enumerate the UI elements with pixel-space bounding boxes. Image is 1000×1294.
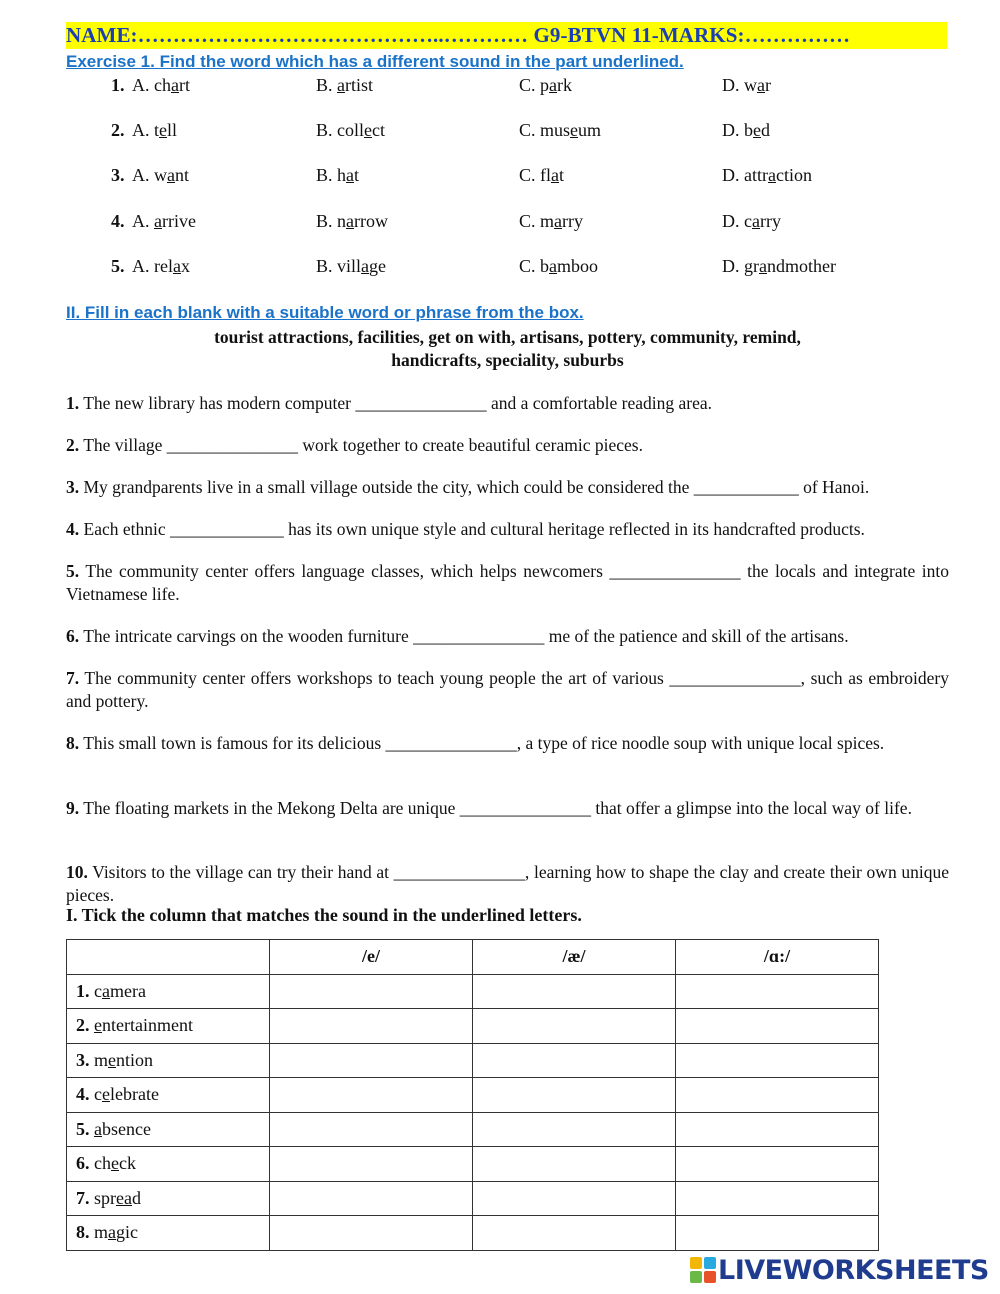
word-end: ck — [119, 1153, 136, 1174]
ex1-question-number: 4. — [111, 211, 125, 231]
tick-cell[interactable] — [676, 1216, 879, 1251]
header-sound-2: /æ/ — [473, 940, 676, 975]
option-word-start: fl — [540, 165, 552, 185]
tick-cell[interactable] — [473, 1147, 676, 1182]
table-row — [67, 1147, 879, 1182]
question-text: The floating markets in the Mekong Delta are unique _______________ that offer a glimpse into the local way of life. — [83, 798, 912, 818]
option-underlined-letters: e — [364, 120, 373, 140]
option-underlined-letters: a — [757, 75, 765, 95]
header-name-marks: NAME:……………………………………..………… G9-BTVN 11-MARKS:…………… — [66, 23, 851, 47]
option-letter: A. — [132, 211, 150, 231]
ex1-option-d — [722, 256, 836, 277]
logo-tile-2 — [704, 1257, 716, 1269]
question-number: 4. — [66, 519, 80, 539]
option-letter: C. — [519, 120, 536, 140]
tick-cell[interactable] — [473, 1009, 676, 1044]
row-number: 3. — [76, 1049, 90, 1070]
option-underlined-letters: a — [171, 75, 179, 95]
question-text: The new library has modern computer _______________ and a comfortable reading area. — [83, 393, 712, 413]
ex1-option-b — [316, 211, 388, 232]
section-i-title: I. Tick the column that matches the sound in the underlined letters. — [66, 905, 582, 925]
option-letter: D. — [722, 75, 740, 95]
option-word-end: rry — [562, 211, 584, 231]
underlined-letters: a — [102, 980, 110, 1001]
ex1-option-a — [132, 165, 189, 186]
option-letter: D. — [722, 120, 740, 140]
exercise1-title: Exercise 1. Find the word which has a different sound in the part underlined. — [66, 52, 684, 71]
fill-blank-question — [66, 625, 949, 648]
word-end: bsence — [102, 1118, 151, 1139]
option-underlined-letters: a — [752, 211, 760, 231]
sound-table — [66, 939, 879, 1251]
fill-blank-question — [66, 861, 949, 907]
word-end: gic — [116, 1222, 139, 1243]
tick-cell[interactable] — [676, 1112, 879, 1147]
question-text: The intricate carvings on the wooden furniture _______________ me of the patience and skill of the artisans. — [83, 626, 849, 646]
option-word-end: ndmother — [767, 256, 836, 276]
tick-cell[interactable] — [676, 1147, 879, 1182]
option-word-end: um — [578, 120, 602, 140]
ex1-option-d — [722, 75, 771, 96]
option-underlined-letters: a — [346, 211, 355, 231]
question-number: 3. — [66, 477, 80, 497]
option-word-end: ge — [369, 256, 387, 276]
option-word-end: rrive — [162, 211, 196, 231]
logo-tile-3 — [690, 1271, 702, 1283]
row-number: 4. — [76, 1084, 90, 1105]
tick-cell[interactable] — [676, 1181, 879, 1216]
row-number: 1. — [76, 980, 90, 1001]
option-underlined-letters: a — [551, 165, 560, 185]
word-end: mera — [110, 980, 146, 1001]
option-underlined-letters: a — [167, 165, 175, 185]
underlined-letters: ea — [116, 1187, 132, 1208]
option-letter: C. — [519, 165, 536, 185]
ex1-option-a — [132, 256, 190, 277]
option-underlined-letters: a — [549, 256, 558, 276]
option-letter: A. — [132, 165, 150, 185]
underlined-letters: e — [102, 1084, 110, 1105]
question-number: 2. — [66, 435, 80, 455]
option-word-start: w — [154, 165, 167, 185]
option-letter: B. — [316, 211, 333, 231]
option-word-end: rtist — [345, 75, 374, 95]
fill-blank-question — [66, 667, 949, 713]
tick-cell[interactable] — [270, 974, 473, 1009]
question-text: Each ethnic _____________ has its own unique style and cultural heritage reflected in its handcrafted products. — [83, 519, 865, 539]
tick-cell[interactable] — [676, 1078, 879, 1113]
option-letter: B. — [316, 165, 333, 185]
ex1-option-b — [316, 120, 385, 141]
tick-cell[interactable] — [473, 1112, 676, 1147]
tick-cell[interactable] — [473, 1078, 676, 1113]
word-end: ntion — [116, 1049, 154, 1070]
underlined-letters: e — [111, 1153, 119, 1174]
option-letter: B. — [316, 120, 333, 140]
question-number: 7. — [66, 668, 80, 688]
fill-blank-question — [66, 392, 949, 415]
ex1-question-number: 3. — [111, 165, 125, 185]
word-start: spr — [94, 1187, 116, 1208]
option-word-start: n — [337, 211, 347, 231]
ex1-option-c — [519, 120, 601, 141]
ex1-option-c — [519, 75, 572, 96]
option-word-end: ction — [776, 165, 812, 185]
ex1-question-number: 1. — [111, 75, 125, 95]
option-word-start: rel — [154, 256, 173, 276]
option-word-start: attr — [744, 165, 768, 185]
tick-cell[interactable] — [473, 974, 676, 1009]
option-letter: B. — [316, 256, 333, 276]
ex1-option-a — [132, 120, 177, 141]
option-letter: B. — [316, 75, 333, 95]
question-number: 10. — [66, 862, 88, 882]
option-underlined-letters: a — [554, 211, 563, 231]
table-row — [67, 1043, 879, 1078]
ex1-question-number: 2. — [111, 120, 125, 140]
option-word-start: vill — [337, 256, 362, 276]
tick-cell[interactable] — [473, 1043, 676, 1078]
ex1-option-d — [722, 211, 781, 232]
question-number: 1. — [66, 393, 80, 413]
option-underlined-letters: e — [753, 120, 761, 140]
option-underlined-letters: e — [159, 120, 168, 140]
option-letter: C. — [519, 211, 536, 231]
option-word-end: t — [559, 165, 565, 185]
option-letter: A. — [132, 256, 150, 276]
option-word-start: h — [337, 165, 347, 185]
option-letter: D. — [722, 211, 740, 231]
option-word-start: c — [744, 211, 752, 231]
ex1-question-number: 5. — [111, 256, 125, 276]
option-word-start: t — [154, 120, 160, 140]
option-word-end: r — [765, 75, 771, 95]
option-underlined-letters: a — [172, 256, 181, 276]
fill-blank-question — [66, 434, 949, 457]
option-word-end: rrow — [354, 211, 389, 231]
option-letter: D. — [722, 256, 740, 276]
row-word — [67, 1112, 270, 1147]
option-word-end: x — [180, 256, 190, 276]
table-row — [67, 974, 879, 1009]
table-row — [67, 1009, 879, 1044]
row-word — [67, 1009, 270, 1044]
row-word — [67, 974, 270, 1009]
row-number: 5. — [76, 1118, 90, 1139]
ex1-option-b — [316, 256, 386, 277]
tick-cell[interactable] — [270, 1112, 473, 1147]
liveworksheets-logo-icon — [690, 1257, 718, 1283]
tick-cell[interactable] — [270, 1181, 473, 1216]
question-text: My grandparents live in a small village outside the city, which could be considered the ____________ of Hanoi. — [83, 477, 870, 497]
option-word-end: rk — [557, 75, 573, 95]
option-letter: D. — [722, 165, 740, 185]
option-letter: A. — [132, 120, 150, 140]
question-number: 6. — [66, 626, 80, 646]
option-word-start: coll — [337, 120, 365, 140]
option-word-start: b — [744, 120, 753, 140]
row-word — [67, 1078, 270, 1113]
header-word-column — [67, 940, 270, 975]
option-underlined-letters: a — [346, 165, 355, 185]
row-word — [67, 1216, 270, 1251]
option-word-start: m — [540, 211, 555, 231]
logo-tile-1 — [690, 1257, 702, 1269]
row-word — [67, 1147, 270, 1182]
option-word-end: ll — [167, 120, 178, 140]
tick-cell[interactable] — [270, 1078, 473, 1113]
header-sound-3: /ɑ:/ — [676, 940, 879, 975]
word-start: m — [94, 1049, 109, 1070]
option-word-end: ct — [372, 120, 386, 140]
fill-blank-question — [66, 560, 949, 606]
option-word-start: b — [540, 256, 550, 276]
liveworksheets-logo — [690, 1254, 989, 1286]
option-word-end: nt — [175, 165, 190, 185]
tick-cell[interactable] — [270, 1043, 473, 1078]
tick-cell[interactable] — [473, 1181, 676, 1216]
option-underlined-letters: a — [768, 165, 776, 185]
underlined-letters: a — [94, 1118, 102, 1139]
ex1-option-a — [132, 75, 190, 96]
option-word-start: w — [744, 75, 757, 95]
table-row — [67, 1216, 879, 1251]
header-sound-1: /e/ — [270, 940, 473, 975]
table-row — [67, 1112, 879, 1147]
option-word-start: p — [540, 75, 550, 95]
option-letter: C. — [519, 75, 536, 95]
word-start: m — [94, 1222, 109, 1243]
logo-tile-4 — [704, 1271, 716, 1283]
question-text: The community center offers language classes, which helps newcomers _______________ the locals and integrate into Vietnamese life. — [66, 561, 949, 604]
option-word-start: gr — [744, 256, 759, 276]
exercise2-title: II. Fill in each blank with a suitable word or phrase from the box. — [66, 303, 584, 322]
row-number: 6. — [76, 1153, 90, 1174]
option-underlined-letters: a — [759, 256, 767, 276]
question-text: The community center offers workshops to teach young people the art of various _______________, such as embroidery and pottery. — [66, 668, 950, 711]
option-underlined-letters: a — [337, 75, 346, 95]
ex1-option-b — [316, 75, 373, 96]
underlined-letters: e — [108, 1049, 117, 1070]
tick-cell[interactable] — [676, 1043, 879, 1078]
fill-blank-question — [66, 732, 949, 755]
row-word — [67, 1043, 270, 1078]
option-word-end: rt — [179, 75, 190, 95]
word-end: d — [131, 1187, 141, 1208]
row-word — [67, 1181, 270, 1216]
word-end: ntertainment — [102, 1015, 193, 1036]
question-text: Visitors to the village can try their hand at _______________, learning how to shape the clay and create their own unique pieces. — [66, 862, 949, 905]
option-underlined-letters: a — [549, 75, 558, 95]
tick-cell[interactable] — [473, 1216, 676, 1251]
ex1-option-c — [519, 256, 598, 277]
tick-cell[interactable] — [270, 1216, 473, 1251]
option-word-start: mus — [540, 120, 571, 140]
liveworksheets-logo-text: LIVEWORKSHEETS — [718, 1254, 989, 1286]
option-underlined-letters: a — [361, 256, 370, 276]
word-start: c — [94, 1084, 102, 1105]
ex1-option-c — [519, 165, 564, 186]
tick-cell[interactable] — [676, 1009, 879, 1044]
option-word-start: ch — [154, 75, 171, 95]
tick-cell[interactable] — [270, 1009, 473, 1044]
tick-cell[interactable] — [270, 1147, 473, 1182]
underlined-letters: a — [108, 1222, 117, 1243]
table-row — [67, 1181, 879, 1216]
ex1-option-c — [519, 211, 583, 232]
option-word-end: d — [761, 120, 770, 140]
question-text: The village _______________ work together to create beautiful ceramic pieces. — [83, 435, 643, 455]
option-word-end: mboo — [557, 256, 599, 276]
option-word-end: rry — [760, 211, 781, 231]
row-number: 8. — [76, 1222, 90, 1243]
option-letter: C. — [519, 256, 536, 276]
option-word-end: t — [354, 165, 360, 185]
fill-blank-question — [66, 476, 949, 499]
ex1-option-d — [722, 120, 770, 141]
option-underlined-letters: e — [570, 120, 579, 140]
question-number: 5. — [66, 561, 80, 581]
sound-table-header — [67, 940, 879, 975]
word-end: lebrate — [110, 1084, 159, 1105]
fill-blank-question — [66, 797, 949, 820]
word-box-line-1: tourist attractions, facilities, get on with, artisans, pottery, community, remind, — [214, 327, 801, 347]
fill-blank-question — [66, 518, 949, 541]
tick-cell[interactable] — [676, 974, 879, 1009]
question-number: 9. — [66, 798, 80, 818]
row-number: 2. — [76, 1015, 90, 1036]
ex1-option-b — [316, 165, 359, 186]
ex1-option-d — [722, 165, 812, 186]
ex1-option-a — [132, 211, 196, 232]
question-text: This small town is famous for its delicious _______________, a type of rice noodle soup with unique local spices. — [83, 733, 885, 753]
row-number: 7. — [76, 1187, 90, 1208]
option-underlined-letters: a — [154, 211, 162, 231]
word-start: ch — [94, 1153, 111, 1174]
question-number: 8. — [66, 733, 80, 753]
underlined-letters: e — [94, 1015, 102, 1036]
option-letter: A. — [132, 75, 150, 95]
table-row — [67, 1078, 879, 1113]
word-start: c — [94, 980, 102, 1001]
word-box-line-2: handicrafts, speciality, suburbs — [391, 350, 624, 370]
